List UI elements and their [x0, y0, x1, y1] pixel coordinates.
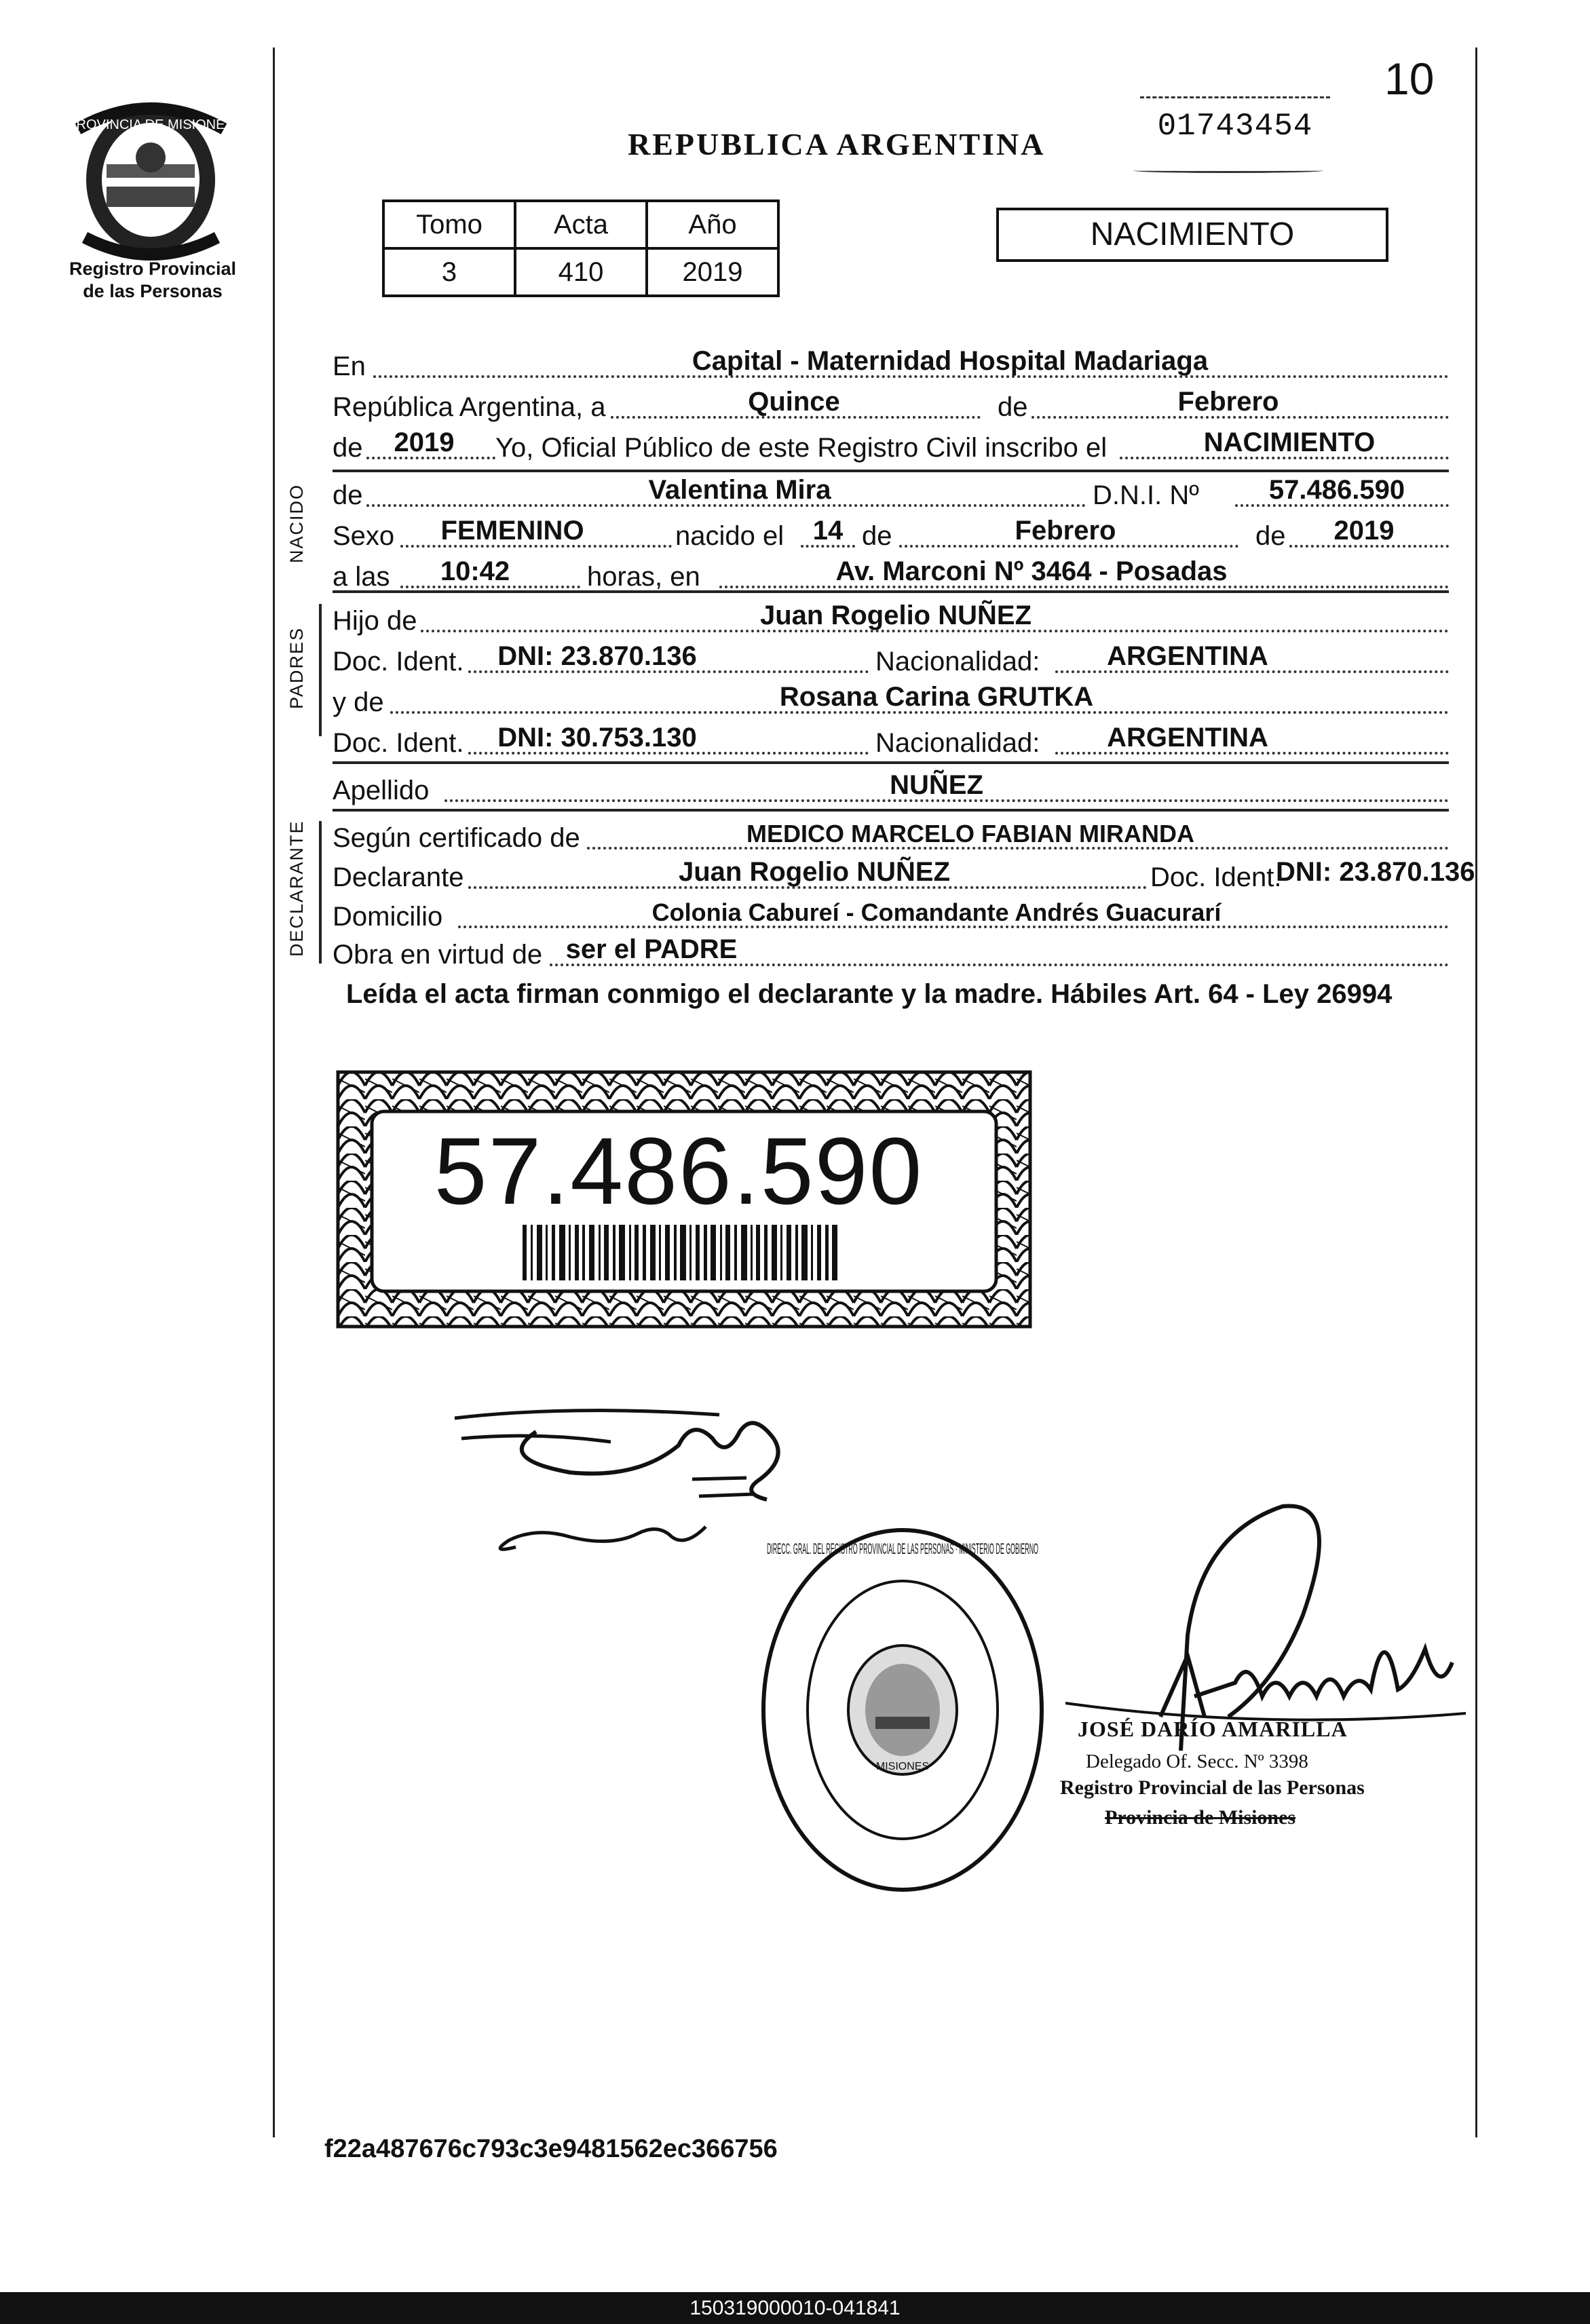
row-mother-doc [333, 719, 1449, 761]
de-birth-year-label: de [1255, 521, 1286, 551]
acta-header: Acta [515, 201, 647, 248]
en-label: En [333, 351, 366, 381]
birth-time: 10:42 [440, 556, 510, 586]
row-obra [333, 931, 1449, 973]
de-label: de [998, 392, 1028, 422]
child-name: Valentina Mira [648, 475, 831, 505]
hijo-label: Hijo de [333, 606, 417, 636]
de-birth-label: de [862, 521, 892, 551]
obra-value: ser el PADRE [565, 934, 738, 964]
place-value: Capital - Maternidad Hospital Madariaga [692, 346, 1209, 376]
apellido-value: NUÑEZ [890, 770, 983, 800]
father-doc: DNI: 23.870.136 [497, 641, 697, 671]
officer-line2: Registro Provincial de las Personas [1060, 1776, 1365, 1799]
document-hash: f22a487676c793c3e9481562ec366756 [324, 2135, 778, 2163]
officer-line1: Delegado Of. Secc. Nº 3398 [1086, 1751, 1308, 1772]
row-republica [333, 383, 1449, 425]
child-dni: 57.486.590 [1268, 475, 1405, 505]
republica-label: República Argentina, a [333, 392, 606, 422]
logo-caption-line1: Registro Provincial [69, 259, 237, 279]
yo-text: Yo, Oficial Público de este Registro Civil inscribo el [495, 433, 1108, 463]
row-hijo [333, 597, 1449, 639]
officer-line3: Provincia de Misiones [1105, 1806, 1296, 1829]
dni-sticker-number: 57.486.590 [434, 1118, 924, 1224]
official-seal [753, 1520, 1052, 1900]
row-year [333, 424, 1449, 466]
cert-label: Según certificado de [333, 823, 580, 853]
father-nationality: ARGENTINA [1107, 641, 1268, 671]
section-nacido: NACIDO [286, 483, 307, 563]
serial-underline [1133, 168, 1323, 173]
apellido-label: Apellido [333, 776, 430, 805]
right-margin-line [1475, 47, 1477, 2137]
de-name-label: de [333, 480, 363, 510]
anio-value: 2019 [647, 248, 778, 296]
decl-label: Declarante [333, 862, 464, 892]
obra-label: Obra en virtud de [333, 940, 543, 970]
tomo-acta-table [382, 199, 780, 297]
mother-nationality: ARGENTINA [1107, 723, 1268, 753]
document-title: REPUBLICA ARGENTINA [628, 127, 1046, 161]
decl-doc-label: Doc. Ident. [1150, 862, 1282, 892]
serial-top-rule [1140, 96, 1330, 98]
row-en [333, 343, 1449, 385]
acta-value: 410 [515, 248, 647, 296]
seal-center-text: MISIONES [875, 1761, 930, 1772]
footer-code: 150319000010-041841 [0, 2292, 1590, 2324]
birth-month: Febrero [1015, 516, 1116, 546]
row-certificado [333, 814, 1449, 856]
horas-label: horas, en [587, 562, 700, 592]
day-value: Quince [748, 387, 840, 417]
row-domicilio [333, 893, 1449, 935]
y-de-label: y de [333, 687, 384, 717]
domicilio-value: Colonia Cabureí - Comandante Andrés Guacurarí [651, 898, 1222, 926]
anio-header: Año [647, 201, 778, 248]
mother-name: Rosana Carina GRUTKA [779, 682, 1094, 712]
section-declarante: DECLARANTE [286, 820, 307, 957]
section-padres: PADRES [286, 626, 307, 709]
father-name: Juan Rogelio NUÑEZ [759, 601, 1032, 630]
row-nacido-name [333, 472, 1449, 514]
serial-number: 01743454 [1157, 109, 1313, 144]
month-value: Febrero [1177, 387, 1279, 417]
separator-apellido [333, 761, 1449, 764]
row-apellido [333, 767, 1449, 809]
row-sexo [333, 512, 1449, 554]
father-doc-label: Doc. Ident. [333, 647, 464, 677]
tomo-value: 3 [383, 248, 515, 296]
row-father-doc [333, 638, 1449, 680]
left-margin-line [273, 47, 275, 2137]
sexo-value: FEMENINO [440, 516, 584, 546]
svg-text:PROVINCIA DE MISIONES: PROVINCIA DE MISIONES [67, 117, 234, 132]
dni-label: D.N.I. Nº [1093, 480, 1199, 510]
birth-day: 14 [812, 516, 844, 546]
row-ydeh [333, 679, 1449, 721]
cert-value: MEDICO MARCELO FABIAN MIRANDA [746, 820, 1194, 847]
row-hora [333, 553, 1449, 595]
mother-nat-label: Nacionalidad: [875, 728, 1040, 758]
seal-text: DIRECC. GRAL. DEL REGISTRO PROVINCIAL DE LAS PERSONAS · MINISTERIO DE GOBIERNO [767, 1540, 1038, 1557]
mother-doc: DNI: 30.753.130 [497, 723, 697, 753]
nacido-el-label: nacido el [675, 521, 784, 551]
logo-caption [41, 258, 265, 303]
record-type-box: NACIMIENTO [996, 208, 1388, 262]
decl-name: Juan Rogelio NUÑEZ [678, 857, 951, 887]
birth-year: 2019 [1333, 516, 1395, 546]
year-value: 2019 [394, 427, 455, 457]
closing-statement: Leída el acta firman conmigo el declarante y la madre. Hábiles Art. 64 - Ley 26994 [346, 979, 1393, 1009]
tomo-header: Tomo [383, 201, 515, 248]
officer-name: JOSÉ DARÍO AMARILLA [1078, 1717, 1348, 1741]
mother-doc-label: Doc. Ident. [333, 728, 464, 758]
row-declarante [333, 854, 1475, 896]
father-nat-label: Nacionalidad: [875, 647, 1040, 677]
a-las-label: a las [333, 562, 390, 592]
birth-address: Av. Marconi Nº 3464 - Posadas [835, 556, 1228, 586]
dom-label: Domicilio [333, 902, 443, 932]
de-year-label: de [333, 433, 363, 463]
decl-doc: DNI: 23.870.136 [1276, 857, 1475, 887]
inscription-value: NACIMIENTO [1203, 427, 1376, 457]
sexo-label: Sexo [333, 521, 395, 551]
logo-caption-line2: de las Personas [83, 281, 223, 301]
separator-padres [333, 590, 1449, 593]
page-number: 10 [1384, 54, 1435, 104]
separator-declarante [333, 809, 1449, 812]
